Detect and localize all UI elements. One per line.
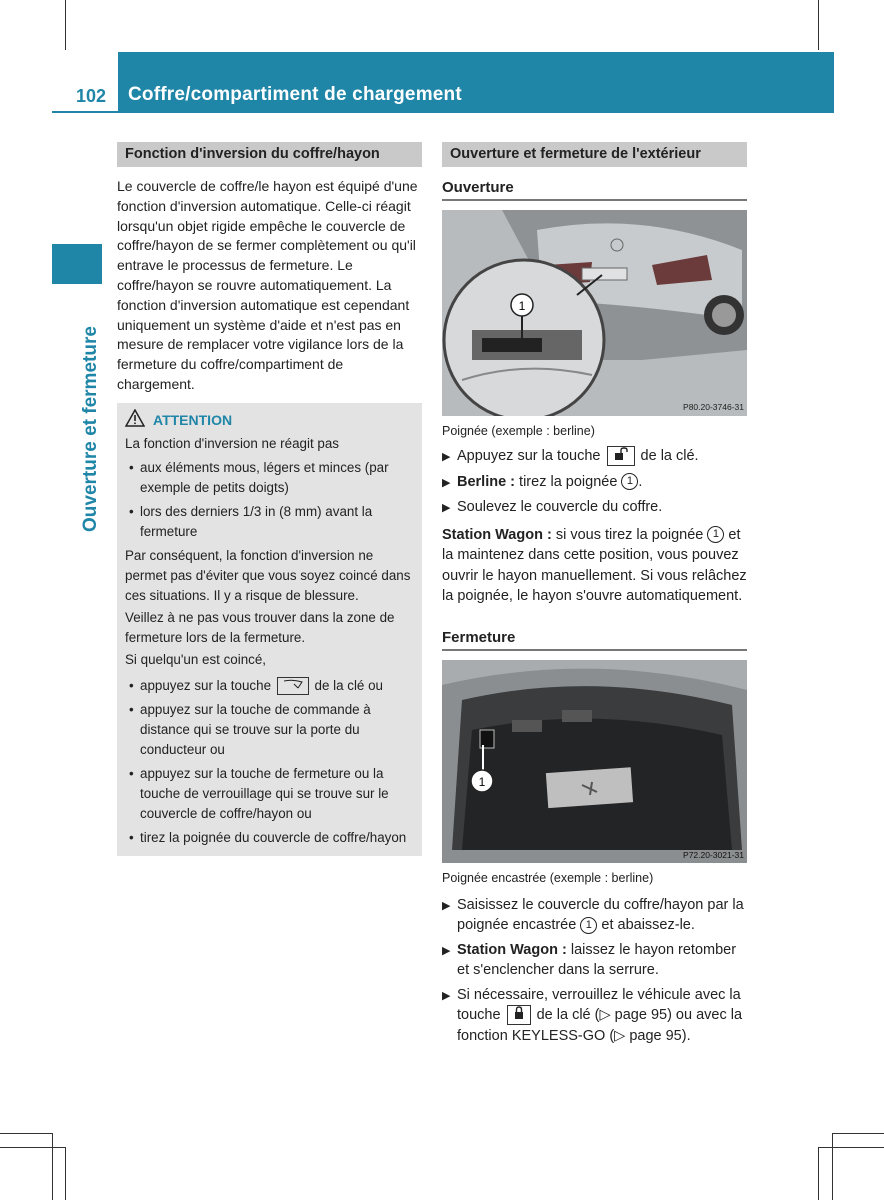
list-item: • lors des derniers 1/3 in (8 mm) avant la fermeture <box>129 503 373 539</box>
crop-mark <box>52 1133 53 1200</box>
list-item: • appuyez sur la touche de fermeture ou la touche de verrouillage qui se trouve sur le couvercle de coffre/hayon ou <box>129 765 389 821</box>
station-wagon-note: Station Wagon : si vous tirez la poignée 1 et la maintenez dans cette position, vous pouvez ouvrir le hayon manuellement. Si vous relâchez la poignée, le hayon s'ouvre automatiquement. <box>442 526 747 604</box>
list-item: ▶ Station Wagon : laissez le hayon retomber et s'enclencher dans la serrure. <box>442 940 747 981</box>
crop-mark <box>832 1133 884 1134</box>
trunk-key-icon <box>277 677 309 695</box>
step-arrow-icon: ▶ <box>442 899 451 912</box>
list-item: • appuyez sur la touche de la clé ou <box>125 676 414 696</box>
section-title: Fonction d'inversion du coffre/hayon <box>117 142 422 167</box>
chapter-title: Coffre/compartiment de chargement <box>128 84 462 105</box>
step-arrow-icon: ▶ <box>442 989 451 1002</box>
callout-marker: 1 <box>580 917 597 934</box>
opening-photo <box>442 210 747 416</box>
crop-mark <box>65 1147 66 1200</box>
opening-caption: Poignée (exemple : berline) <box>442 424 595 438</box>
opening-heading: Ouverture <box>442 179 747 201</box>
warning-box <box>117 403 422 856</box>
warning-paragraph: Veillez à ne pas vous trouver dans la zone de fermeture lors de la fermeture. <box>125 609 395 645</box>
crop-mark <box>818 1147 819 1200</box>
crop-mark <box>0 1133 52 1134</box>
closing-heading: Fermeture <box>442 629 747 651</box>
warning-header <box>125 409 414 432</box>
intro-paragraph: Le couvercle de coffre/le hayon est équipé d'une fonction d'inversion automatique. Celle-ci réagit lorsqu'un objet rigide empêche le couvercle de coffre/hayon de se fermer complètement ou qu'il entrave le processus de fermeture. Le coffre/hayon se rouvre automatiquement. La fonction d'inversion automatique est cependant uniquement un système d'aide et n'est pas en mesure de remplacer votre vigilance lors de la fermeture du coffre/compartiment de chargement. <box>117 178 418 392</box>
callout-marker: 1 <box>707 526 724 543</box>
page-number: 102 <box>76 86 107 106</box>
side-chapter-label: Ouverture et fermeture <box>80 326 101 532</box>
closing-caption: Poignée encastrée (exemple : berline) <box>442 870 654 885</box>
list-item: ▶ Si nécessaire, verrouillez le véhicule avec la touche de la clé (▷ page 95) ou avec la fonction KEYLESS-GO (▷ page 95). <box>442 985 747 1047</box>
crop-mark <box>0 1147 65 1148</box>
step-arrow-icon: ▶ <box>442 451 451 463</box>
photo-reference: P80.20-3746-31 <box>683 402 744 412</box>
warning-paragraph: Par conséquent, la fonction d'inversion ne permet pas d'éviter que vous soyez coincé dans ces situations. Il y a risque de blessure. <box>125 547 411 603</box>
crop-mark <box>65 0 66 50</box>
list-item: • appuyez sur la touche de commande à distance qui se trouve sur la porte du conducteur ou <box>129 701 371 757</box>
list-item: • aux éléments mous, légers et minces (par exemple de petits doigts) <box>129 459 389 495</box>
list-item: ▶ Saisissez le couvercle du coffre/hayon par la poignée encastrée 1 et abaissez-le. <box>442 895 747 936</box>
warning-triangle-icon <box>125 409 145 432</box>
right-column <box>442 142 747 1046</box>
callout-label: 1 <box>478 774 486 789</box>
crop-mark <box>832 1133 833 1200</box>
callout-marker: 1 <box>621 473 638 490</box>
unlock-key-icon <box>607 446 635 466</box>
side-tab <box>52 244 102 284</box>
section-title: Ouverture et fermeture de l'extérieur <box>442 142 747 167</box>
header-rule <box>52 111 834 113</box>
crop-mark <box>818 1147 884 1148</box>
lock-key-icon <box>507 1005 531 1025</box>
list-item: ▶ Appuyez sur la touche de la clé. <box>442 446 747 468</box>
closing-photo <box>442 660 747 863</box>
crop-mark <box>818 0 819 50</box>
photo-reference: P72.20-3021-31 <box>683 849 744 860</box>
step-arrow-icon: ▶ <box>442 944 451 957</box>
left-column <box>117 142 422 856</box>
step-arrow-icon: ▶ <box>442 476 451 489</box>
callout-label: 1 <box>518 299 526 313</box>
list-item: • tirez la poignée du couvercle de coffre/hayon <box>129 829 407 845</box>
list-item: ▶ Soulevez le couvercle du coffre. <box>442 497 747 519</box>
step-arrow-icon: ▶ <box>442 502 451 514</box>
list-item: ▶ Berline : tirez la poignée 1 . <box>442 472 747 494</box>
warning-line: La fonction d'inversion ne réagit pas <box>125 435 339 451</box>
warning-title: ATTENTION <box>153 412 233 429</box>
warning-paragraph: Si quelqu'un est coincé, <box>125 651 267 667</box>
